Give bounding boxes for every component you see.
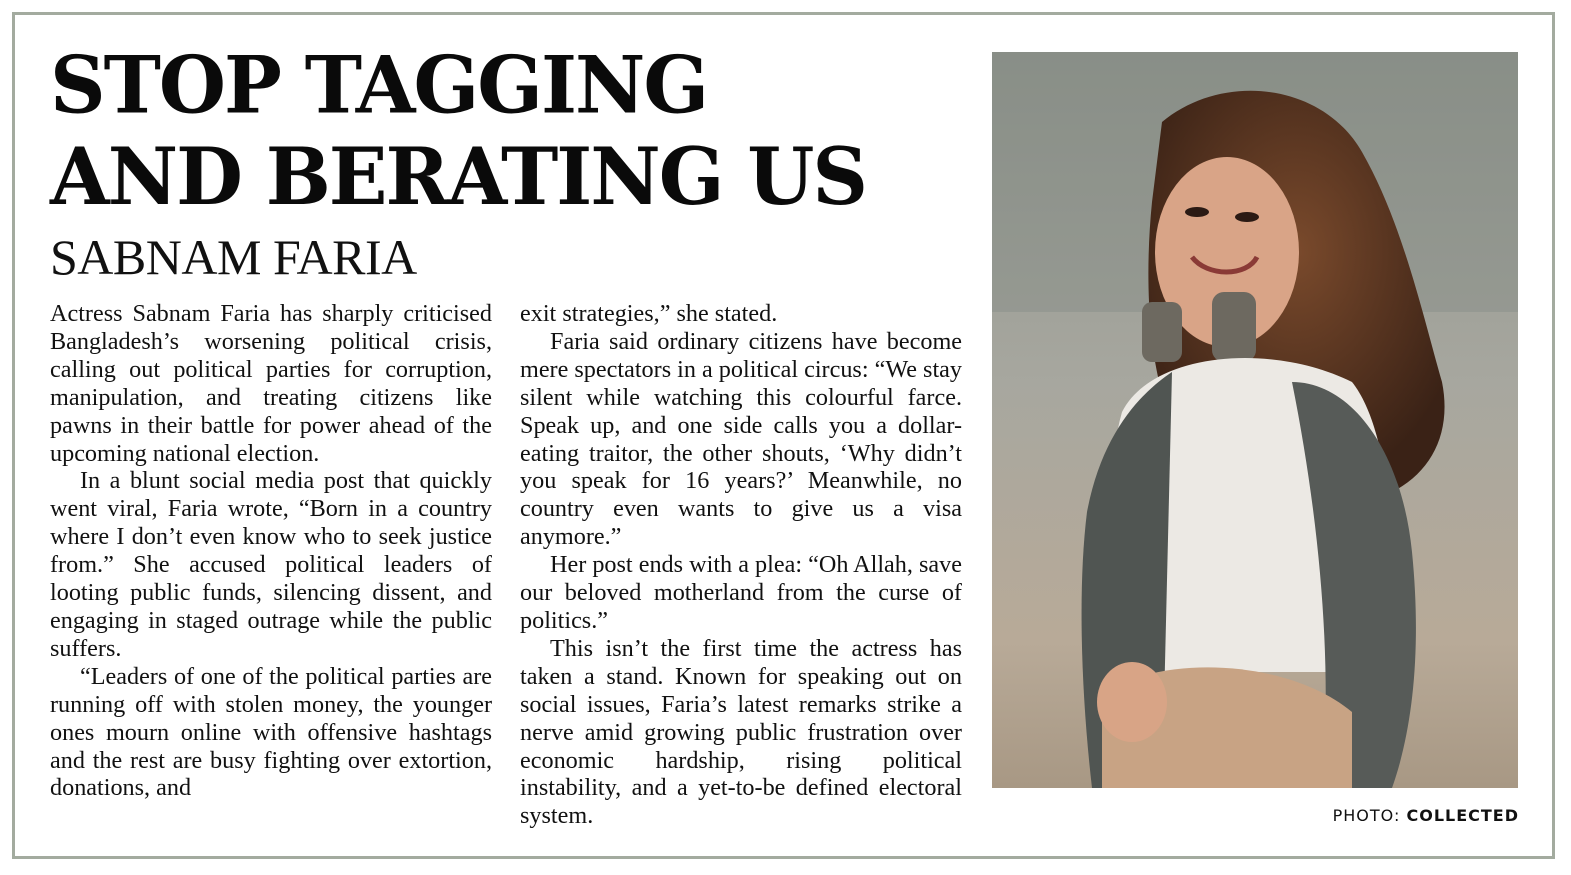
headline (50, 40, 866, 224)
paragraph: Her post ends with a plea: “Oh Allah, save our beloved motherland from the curse of politics.” (520, 551, 962, 634)
paragraph: Actress Sabnam Faria has sharply criticised Bangladesh’s worsening political crisis, calling out political parties for corruption, manipulation, and treating citizens like pawns in their battle for power ahead of the upcoming national election. (50, 300, 492, 467)
article-column-2 (520, 300, 962, 830)
headline-line-1: STOP TAGGING (50, 40, 708, 132)
photo-credit-label: PHOTO: (1332, 806, 1401, 825)
paragraph: This isn’t the first time the actress has taken a stand. Known for speaking out on social issues, Faria’s latest remarks strike a nerve amid growing public frustration over economic hardship, rising political instability, and a yet-to-be defined electoral system. (520, 634, 962, 830)
headline-line-2: AND BERATING US (50, 131, 867, 224)
photo-credit-value: COLLECTED (1406, 806, 1519, 825)
paragraph: “Leaders of one of the political parties are running off with stolen money, the younger ones mourn online with offensive hashtags and the rest are busy fighting over extortion, donations, and (50, 662, 492, 802)
photo-credit (1333, 806, 1519, 825)
paragraph: exit strategies,” she stated. (520, 300, 778, 327)
portrait-photo (992, 52, 1518, 788)
subject-name: SABNAM FARIA (50, 229, 417, 285)
paragraph: In a blunt social media post that quickly went viral, Faria wrote, “Born in a country where I don’t even know who to seek justice from.” She accused political leaders of looting public funds, silencing dissent, and engaging in staged outrage while the public suffers. (50, 467, 492, 662)
article-column-1 (50, 300, 492, 802)
paragraph: Faria said ordinary citizens have become mere spectators in a political circus: “We stay silent while watching this colourful farce. Speak up, and one side calls you a dollar-eating traitor, the other shouts, ‘Why didn’t you speak for 16 years?’ Meanwhile, no country even wants to give us a visa anymore.” (520, 327, 962, 551)
